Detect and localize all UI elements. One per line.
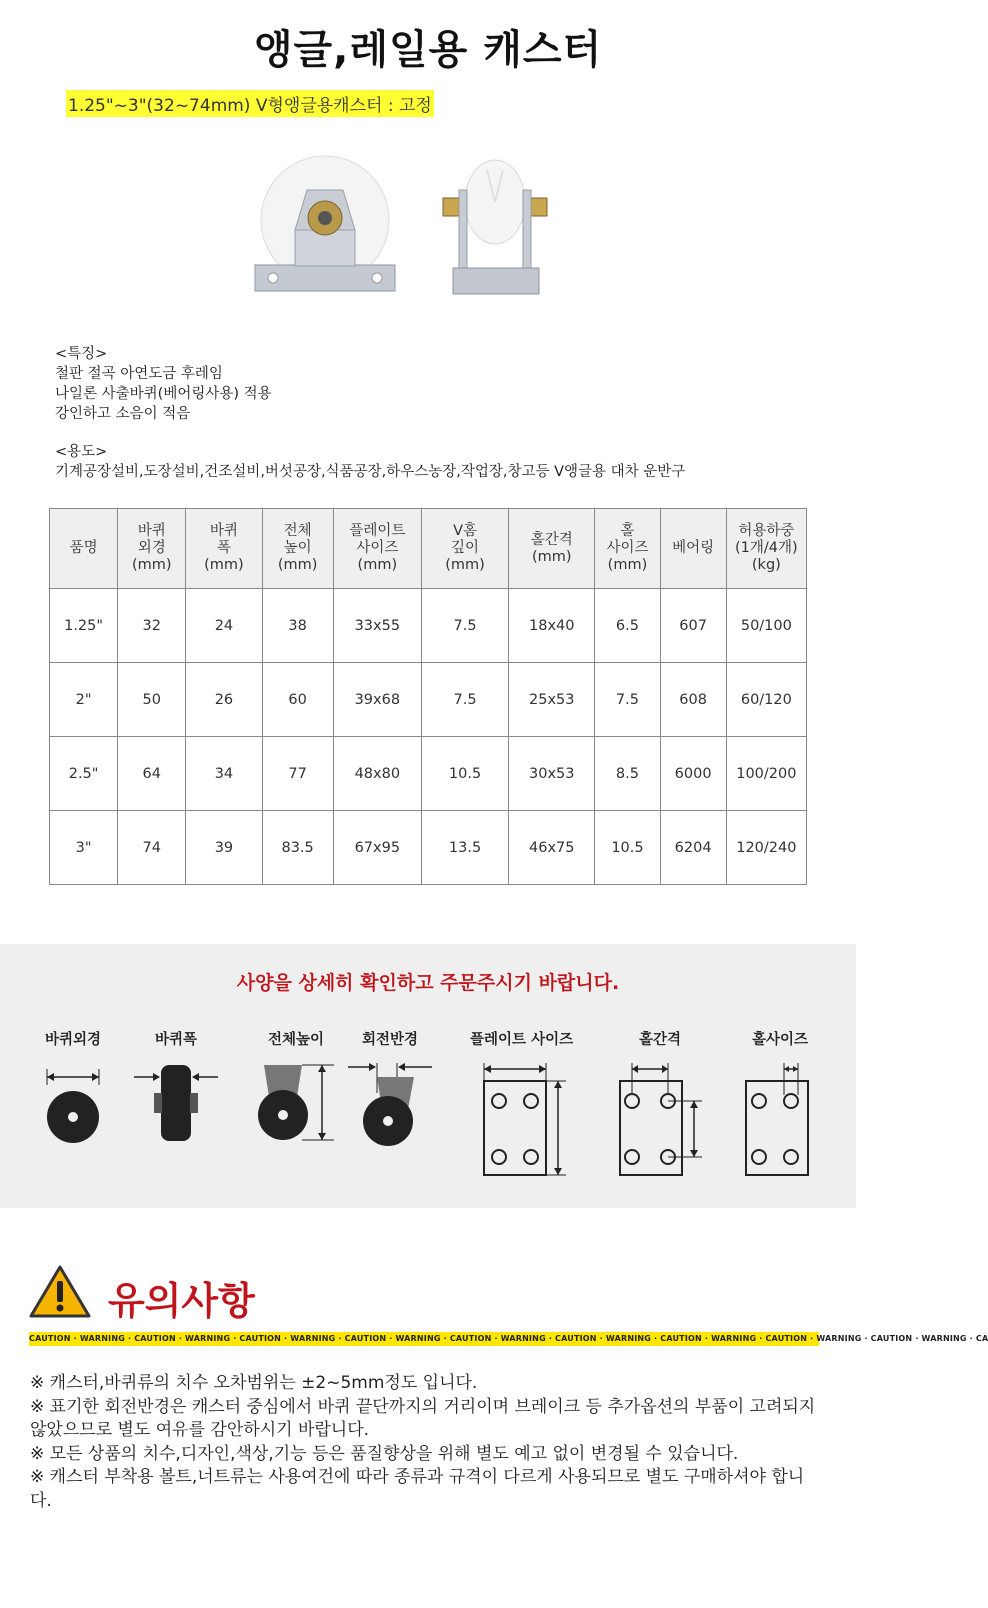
table-header-row (50, 509, 807, 589)
table-cell: 6.5 (595, 589, 660, 663)
note-item: ※ 표기한 회전반경은 캐스터 중심에서 바퀴 끝단까지의 거리이며 브레이크 등 추가옵션의 부품이 고려되지 않았으므로 별도 여유를 감안하시기 바랍니다. (30, 1396, 816, 1440)
spec-table (49, 508, 807, 885)
dim-swivel-radius (348, 1028, 432, 1153)
col-header-plate-size: 플레이트 사이즈 (mm) (333, 509, 421, 589)
features-section (55, 344, 685, 482)
table-cell: 7.5 (421, 589, 508, 663)
table-cell: 13.5 (421, 811, 508, 885)
feature-line: 나일론 사출바퀴(베어링사용) 적용 (55, 386, 272, 402)
dim-label: 회전반경 (361, 1032, 419, 1048)
table-cell: 24 (186, 589, 262, 663)
table-cell: 34 (186, 737, 262, 811)
wheel-diameter-icon (38, 1063, 108, 1153)
hole-spacing-icon (612, 1063, 708, 1179)
wheel-width-icon (134, 1063, 218, 1153)
table-cell: 26 (186, 663, 262, 737)
table-cell: 7.5 (595, 663, 660, 737)
col-header-wheel-width: 바퀴 폭 (mm) (186, 509, 262, 589)
dim-label: 플레이트 사이즈 (470, 1032, 574, 1048)
table-cell: 120/240 (726, 811, 806, 885)
table-row (50, 663, 807, 737)
table-cell: 64 (118, 737, 186, 811)
table-cell: 2" (50, 663, 118, 737)
table-cell: 7.5 (421, 663, 508, 737)
dim-label: 바퀴폭 (154, 1032, 198, 1048)
table-cell: 608 (660, 663, 726, 737)
col-header-hole-spacing: 홀간격 (mm) (509, 509, 595, 589)
dim-wheel-diameter (38, 1028, 108, 1153)
total-height-icon (256, 1063, 336, 1153)
table-cell: 60/120 (726, 663, 806, 737)
hole-size-icon (742, 1063, 818, 1179)
table-cell: 3" (50, 811, 118, 885)
table-row (50, 811, 807, 885)
col-header-bearing: 베어링 (660, 509, 726, 589)
dim-plate-size (470, 1028, 573, 1179)
table-cell: 39 (186, 811, 262, 885)
dimension-guide (0, 944, 856, 1208)
dim-hole-spacing (612, 1028, 708, 1179)
table-row (50, 589, 807, 663)
dim-label: 홀간격 (638, 1032, 682, 1048)
table-cell: 10.5 (595, 811, 660, 885)
notice-header (28, 1264, 92, 1324)
dim-label: 홀사이즈 (751, 1032, 809, 1048)
col-header-name: 품명 (50, 509, 118, 589)
dim-label: 바퀴외경 (44, 1032, 102, 1048)
note-item: ※ 캐스터 부착용 볼트,너트류는 사용여건에 따라 종류과 규격이 다르게 사용되므로 별도 구매하셔야 합니다. (30, 1467, 805, 1511)
table-cell: 18x40 (509, 589, 595, 663)
warning-icon (28, 1264, 92, 1320)
col-header-hole-size: 홀 사이즈 (mm) (595, 509, 660, 589)
table-row (50, 737, 807, 811)
col-header-load-capacity: 허용하중 (1개/4개) (kg) (726, 509, 806, 589)
table-cell: 50/100 (726, 589, 806, 663)
table-cell: 50 (118, 663, 186, 737)
table-cell: 48x80 (333, 737, 421, 811)
table-cell: 6204 (660, 811, 726, 885)
table-cell: 100/200 (726, 737, 806, 811)
note-item: ※ 모든 상품의 치수,디자인,색상,기능 등은 품질향상을 위해 별도 예고 없이 변경될 수 있습니다. (30, 1443, 739, 1464)
table-cell: 2.5" (50, 737, 118, 811)
usage-text: 기계공장설비,도장설비,건조설비,버섯공장,식품공장,하우스농장,작업장,창고등 V앵글용 대차 운반구 (55, 464, 686, 480)
table-cell: 32 (118, 589, 186, 663)
usage-heading: <용도> (55, 444, 108, 460)
caution-tape: CAUTION · WARNING · CAUTION · WARNING · CAUTION · WARNING · CAUTION · WARNING · CAUTION · WARNING · CAUTION · WARNING · CAUTION · WARNING · CAUTION · WARNING · CAUTION · WARNING · CA (29, 1332, 819, 1346)
feature-line: 강인하고 소음이 적음 (55, 406, 191, 422)
product-subtitle: 1.25"~3"(32~74mm) V형앵글용캐스터 : 고정 (66, 90, 434, 117)
swivel-radius-icon (348, 1063, 432, 1153)
dim-hole-size (742, 1028, 818, 1179)
col-header-total-height: 전체 높이 (mm) (262, 509, 333, 589)
table-cell: 39x68 (333, 663, 421, 737)
col-header-v-groove-depth: V홈 깊이 (mm) (421, 509, 508, 589)
features-heading: <특징> (55, 346, 108, 362)
plate-size-icon (470, 1063, 570, 1179)
caster-photo-illustration (255, 150, 565, 310)
table-cell: 60 (262, 663, 333, 737)
table-cell: 67x95 (333, 811, 421, 885)
product-photos (255, 150, 565, 310)
notice-title: 유의사항 (108, 1279, 255, 1323)
table-cell: 25x53 (509, 663, 595, 737)
dim-label: 전체높이 (267, 1032, 325, 1048)
table-cell: 8.5 (595, 737, 660, 811)
table-cell: 6000 (660, 737, 726, 811)
notes-list (30, 1372, 820, 1513)
table-cell: 74 (118, 811, 186, 885)
dim-total-height (256, 1028, 336, 1153)
table-cell: 607 (660, 589, 726, 663)
table-cell: 83.5 (262, 811, 333, 885)
note-item: ※ 캐스터,바퀴류의 치수 오차범위는 ±2~5mm정도 입니다. (30, 1373, 478, 1393)
table-cell: 30x53 (509, 737, 595, 811)
table-cell: 77 (262, 737, 333, 811)
dim-wheel-width (134, 1028, 218, 1153)
table-cell: 33x55 (333, 589, 421, 663)
table-cell: 1.25" (50, 589, 118, 663)
dimension-heading: 사양을 상세히 확인하고 주문주시기 바랍니다. (236, 972, 620, 994)
table-cell: 10.5 (421, 737, 508, 811)
table-cell: 46x75 (509, 811, 595, 885)
table-cell: 38 (262, 589, 333, 663)
col-header-wheel-diameter: 바퀴 외경 (mm) (118, 509, 186, 589)
feature-line: 철판 절곡 아연도금 후레임 (55, 366, 223, 382)
page-title: 앵글,레일용 캐스터 (253, 27, 603, 73)
